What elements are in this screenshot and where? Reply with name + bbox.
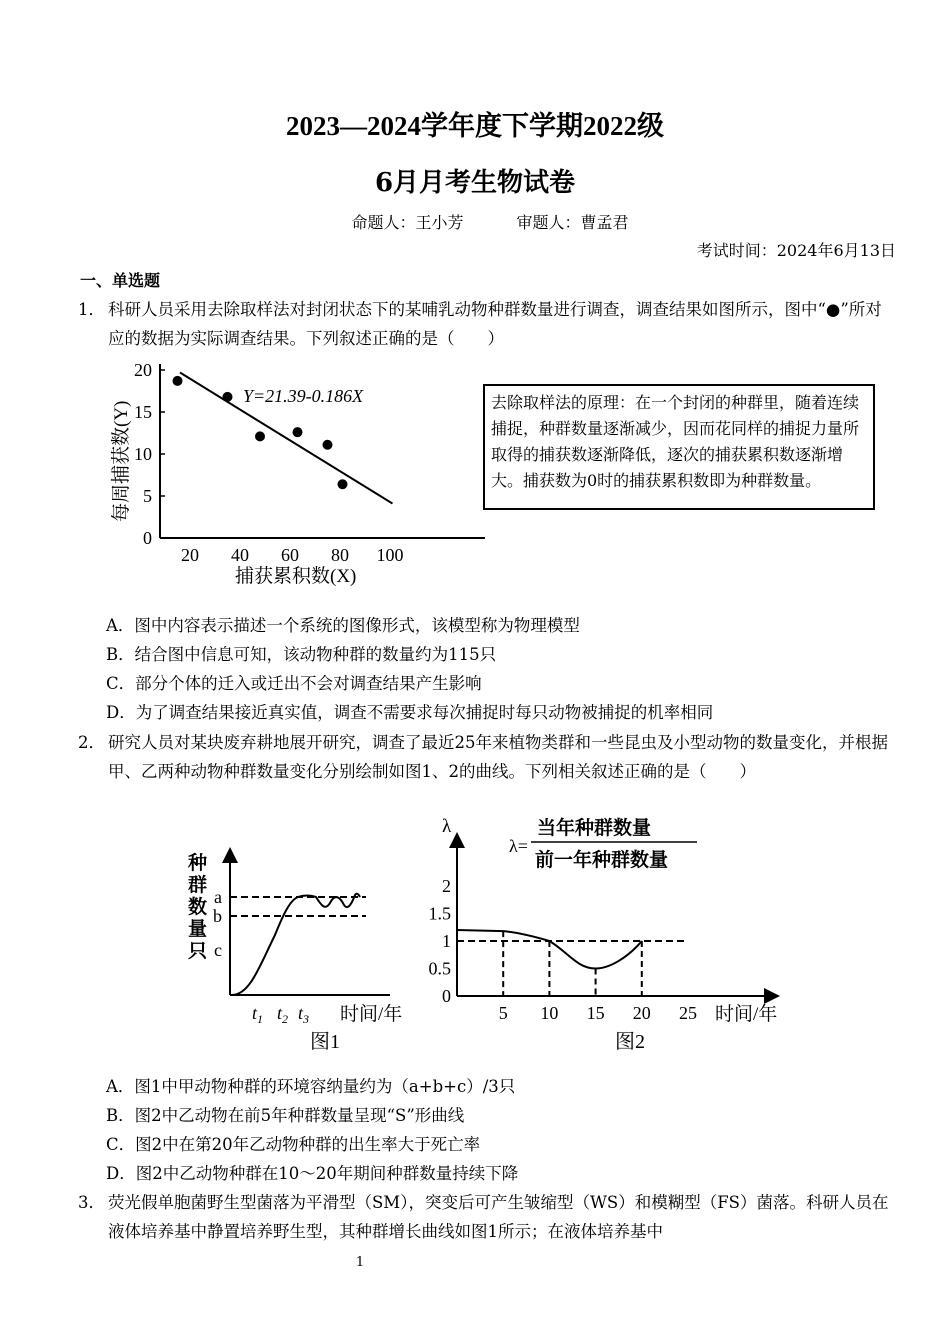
question-number: 3． [78, 1193, 105, 1212]
fig2-y-axis-label: λ [442, 816, 452, 837]
chart1-y-tick-label: 5 [143, 486, 152, 506]
question-text: 荧光假单胞菌野生型菌落为平滑型（SM），突变后可产生皱缩型（WS）和模糊型（FS）菌落。科研人员在液体培养基中静置培养野生型，其种群增长曲线如图1所示；在液体培养基中 [108, 1193, 889, 1241]
page-number: 1 [355, 1255, 365, 1270]
fig2-y-tick-label: 1 [442, 931, 451, 951]
fig2-x-ticks [499, 1003, 697, 1023]
exam-title-line1: 2023—2024学年度下学期2022级 [286, 111, 664, 141]
fig2-formula-left: λ= [509, 836, 528, 856]
fig1-level-label: c [214, 940, 222, 960]
fig2-formula-numerator: 当年种群数量 [537, 818, 652, 839]
fig1-y-label-char: 数 [188, 897, 208, 918]
chart-figure2 [425, 810, 805, 1060]
fig1-y-label-char: 群 [188, 875, 208, 896]
fig2-x-tick-label: 10 [540, 1003, 559, 1023]
q1-option-c: C．部分个体的迁入或迁出不会对调查结果产生影响 [106, 674, 482, 693]
fig1-y-axis-label [187, 851, 207, 962]
fig2-x-tick-label: 20 [632, 1003, 651, 1023]
fig2-x-tick-label: 25 [679, 1003, 697, 1023]
setter: 命题人：王小芳 [351, 213, 464, 232]
q1-option-a: A．图中内容表示描述一个系统的图像形式，该模型称为物理模型 [106, 616, 580, 635]
fig1-y-label-char: 只 [188, 941, 208, 962]
chart1-x-tick-label: 20 [181, 545, 199, 565]
fig1-x-ticks [252, 1003, 309, 1026]
fig1-x-axis-label: 时间/年 [340, 1004, 403, 1025]
chart1-data-point [223, 392, 233, 402]
question-2 [78, 728, 898, 786]
fit-line-equation: Y=21.39-0.186X [243, 386, 364, 406]
chart1-y-tick-label: 10 [134, 444, 152, 464]
q1-option-b: B．结合图中信息可知，该动物种群的数量约为115只 [106, 645, 497, 664]
question-number: 2． [78, 733, 105, 752]
chart1-data-point [255, 431, 265, 441]
exam-title-line2: 6月月考生物试卷 [374, 168, 576, 198]
chart1-x-tick-label: 40 [231, 545, 249, 565]
fig2-y-tick-label: 0 [442, 986, 451, 1006]
chart1-data-point [173, 376, 183, 386]
chart1-data-point [323, 440, 333, 450]
chart1-x-axis-label: 捕获累积数(X) [235, 566, 357, 587]
fig2-y-tick-label: 2 [442, 876, 451, 896]
reviewer: 审题人：曹孟君 [516, 213, 629, 232]
q1-option-d: D．为了调查结果接近真实值，调查不需要求每次捕捉时每只动物被捕捉的机率相同 [106, 703, 714, 722]
chart1-data-point [293, 427, 303, 437]
chart-capture-scatter [105, 352, 490, 592]
fig2-formula-denominator: 前一年种群数量 [535, 850, 669, 871]
fig1-level-labels [213, 887, 222, 960]
fig1-level-label: a [214, 887, 222, 907]
chart1-y-axis-label: 每周捕获数(Y) [111, 400, 132, 522]
question-1 [78, 295, 898, 353]
question-number: 1． [78, 300, 105, 319]
fig1-y-label-char: 种 [188, 853, 208, 874]
section-title: 一、单选题 [80, 271, 161, 290]
q2-option-b: B．图2中乙动物在前5年种群数量呈现“S”形曲线 [106, 1106, 465, 1125]
chart1-x-tick-label: 100 [376, 545, 404, 565]
chart1-data-point [338, 479, 348, 489]
fig2-caption: 图2 [615, 1031, 645, 1053]
fig1-caption: 图1 [310, 1031, 340, 1053]
fig2-x-tick-label: 15 [586, 1003, 605, 1023]
question-3 [78, 1188, 898, 1246]
fig2-marks [457, 930, 688, 996]
authors-line [0, 210, 950, 233]
fig1-x-tick-label: $t_2$ [277, 1003, 289, 1026]
q2-option-a: A．图1中甲动物种群的环境容纳量约为（a+b+c）/3只 [106, 1077, 516, 1096]
chart1-y-tick-label: 15 [134, 402, 152, 422]
exam-time: 考试时间：2024年6月13日 [696, 241, 896, 260]
chart1-y-tick-label: 0 [143, 528, 152, 548]
q2-option-c: C．图2中在第20年乙动物种群的出生率大于死亡率 [106, 1135, 481, 1154]
fig2-x-axis-label: 时间/年 [715, 1004, 778, 1025]
chart-figure1 [180, 845, 420, 1060]
fig2-y-tick-label: 1.5 [428, 903, 451, 924]
chart1-x-tick-label: 80 [331, 545, 349, 565]
fig2-y-ticks [429, 876, 452, 1006]
question-text: 研究人员对某块废弃耕地展开研究，调查了最近25年来植物类群和一些昆虫及小型动物的数量变化，并根据甲、乙两种动物种群数量变化分别绘制如图1、2的曲线。下列相关叙述正确的是（ ） [108, 733, 888, 781]
fig1-population-curve [232, 894, 360, 995]
chart1-y-tick-label: 20 [134, 360, 152, 380]
chart1-x-tick-label: 60 [281, 545, 299, 565]
fig2-x-tick-label: 5 [498, 1003, 508, 1023]
q2-option-d: D．图2中乙动物种群在10～20年期间种群数量持续下降 [106, 1164, 519, 1183]
principle-box: 去除取样法的原理：在一个封闭的种群里，随着连续捕捉，种群数量逐渐减少，因而花同样的捕捉力量所取得的捕获数逐渐降低，逐次的捕获累积数逐渐增大。捕获数为0时的捕获累积数即为种群数量。 [483, 384, 875, 510]
fig2-y-tick-label: 0.5 [428, 958, 451, 979]
fig1-level-label: b [213, 906, 222, 926]
fig1-x-tick-label: $t_1$ [252, 1003, 264, 1026]
fig1-y-label-char: 量 [188, 919, 208, 940]
chart1-x-ticks [181, 545, 404, 565]
fig1-x-tick-label: $t_3$ [298, 1003, 310, 1026]
question-text: 科研人员采用去除取样法对封闭状态下的某哺乳动物种群数量进行调查，调查结果如图所示，图中“●”所对应的数据为实际调查结果。下列叙述正确的是（ ） [108, 300, 882, 348]
